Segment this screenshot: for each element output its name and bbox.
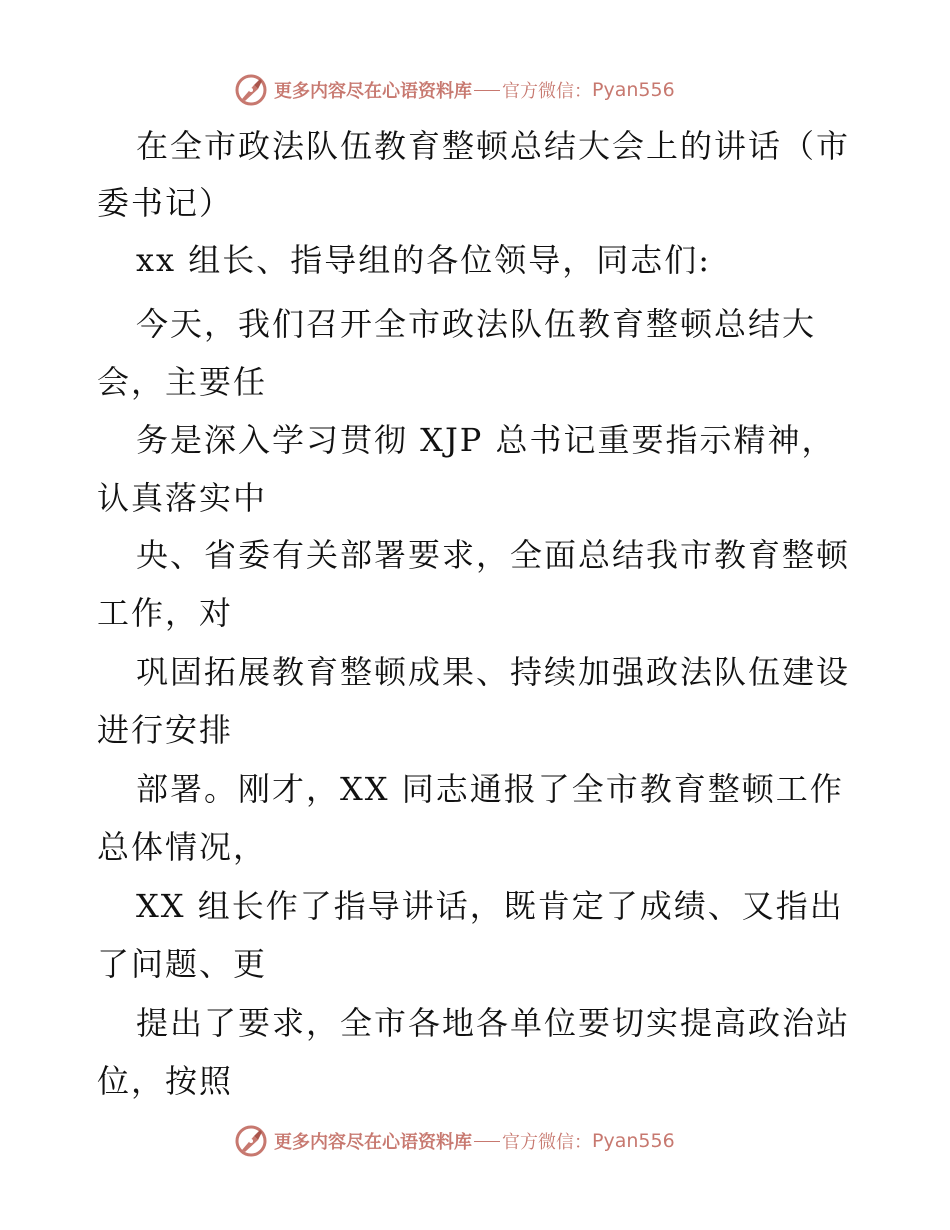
doc-line: 今天，我们召开全市政法队伍教育整顿总结大 [136, 305, 817, 343]
doc-line: 了问题、更 [97, 945, 268, 983]
doc-line: XX 组长作了指导讲话，既肯定了成绩、又指出 [136, 887, 844, 925]
header-watermark-banner [234, 70, 675, 110]
doc-line: 央、省委有关部署要求，全面总结我市教育整顿 [136, 536, 851, 574]
banner-main-text: 更多内容尽在心语资料库 [274, 81, 472, 102]
banner-dash [474, 90, 500, 91]
banner-wechat-label: 官方微信： [502, 81, 592, 102]
footer-watermark-banner [234, 1121, 675, 1161]
banner-wechat-id: Pyan556 [592, 79, 675, 101]
doc-line: 务是深入学习贯彻 XJP 总书记重要指示精神， [136, 421, 836, 459]
banner-main-text: 更多内容尽在心语资料库 [274, 1132, 472, 1153]
banner-wechat-label: 官方微信： [502, 1132, 592, 1153]
doc-line: 部署。刚才，XX 同志通报了全市教育整顿工作 [136, 770, 844, 808]
doc-line: 委书记） [97, 184, 234, 222]
banner-dash [474, 1141, 500, 1142]
pen-nib-logo-icon [234, 1124, 268, 1158]
doc-line: 会，主要任 [97, 363, 268, 401]
doc-line: xx 组长、指导组的各位领导，同志们: [136, 241, 712, 279]
doc-line: 位，按照 [97, 1062, 234, 1100]
doc-line: 在全市政法队伍教育整顿总结大会上的讲话（市 [136, 127, 851, 165]
doc-line: 总体情况， [97, 828, 268, 866]
doc-line: 工作，对 [97, 594, 234, 632]
doc-line: 进行安排 [97, 711, 234, 749]
pen-nib-logo-icon [234, 73, 268, 107]
banner-wechat-id: Pyan556 [592, 1130, 675, 1152]
doc-line: 提出了要求，全市各地各单位要切实提高政治站 [136, 1004, 851, 1042]
doc-line: 巩固拓展教育整顿成果、持续加强政法队伍建设 [136, 653, 851, 691]
doc-line: 认真落实中 [97, 479, 268, 517]
